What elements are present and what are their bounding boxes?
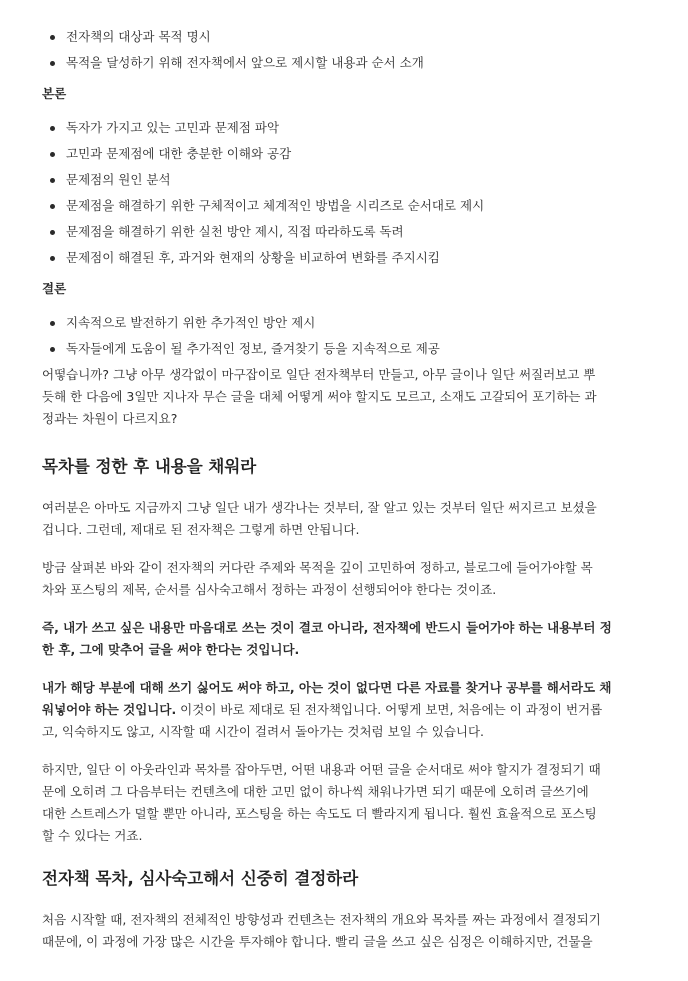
section1-paragraph-5 (42, 759, 648, 847)
bold-text: 워넣어야 하는 것입니다. (42, 702, 177, 717)
paragraph-line: 방금 살펴본 바와 같이 전자책의 커다란 주제와 목적을 깊이 고민하여 정하고, 블로그에 들어가야할 목 (42, 560, 593, 575)
list-item: 독자가 가지고 있는 고민과 문제점 파악 (42, 115, 648, 141)
conclusion-bullet-list (42, 310, 648, 362)
section2-paragraph-1 (42, 909, 648, 953)
paragraph-line: 문에 오히려 그 다음부터는 컨텐츠에 대한 고민 없이 하나씩 채워나가면 되기 때문에 오히려 글쓰기에 (42, 784, 589, 799)
list-item: 문제점이 해결된 후, 과거와 현재의 상황을 비교하여 변화를 주지시킴 (42, 245, 648, 271)
question-paragraph (42, 364, 648, 430)
list-item: 목적을 달성하기 위해 전자책에서 앞으로 제시할 내용과 순서 소개 (42, 50, 648, 76)
paragraph-line (42, 699, 648, 721)
section1-paragraph-2 (42, 557, 648, 601)
list-item: 독자들에게 도움이 될 추가적인 정보, 즐겨찾기 등을 지속적으로 제공 (42, 336, 648, 362)
paragraph-line: 겁니다. 그런데, 제대로 된 전자책은 그렇게 하면 안됩니다. (42, 522, 360, 537)
paragraph-line: 한 후, 그에 맞추어 글을 써야 한다는 것입니다. (42, 642, 300, 657)
list-item: 지속적으로 발전하기 위한 추가적인 방안 제시 (42, 310, 648, 336)
list-item: 문제점의 원인 분석 (42, 167, 648, 193)
plain-text: 이것이 바로 제대로 된 전자책입니다. 어떻게 보면, 처음에는 이 과정이 번거롭 (176, 702, 603, 717)
paragraph-line: 처음 시작할 때, 전자책의 전체적인 방향성과 컨텐츠는 전자책의 개요와 목차를 짜는 과정에서 결정되기 (42, 912, 601, 927)
section1-paragraph-1 (42, 497, 648, 541)
section1-paragraph-4 (42, 677, 648, 743)
body-bullet-list (42, 115, 648, 271)
conclusion-heading: 결론 (42, 281, 67, 296)
body-heading: 본론 (42, 86, 67, 101)
section-title: 목차를 정한 후 내용을 채워라 (42, 457, 257, 476)
intro-bullet-list (42, 24, 648, 76)
list-item: 고민과 문제점에 대한 충분한 이해와 공감 (42, 141, 648, 167)
section-title: 전자책 목차, 심사숙고해서 신중히 결정하라 (42, 869, 359, 888)
paragraph-line: 고, 익숙하지도 않고, 시작할 때 시간이 걸려서 돌아가는 것처럼 보일 수 있습니다. (42, 724, 485, 739)
paragraph-line: 듯해 한 다음에 3일만 지나자 무슨 글을 대체 어떻게 써야 할지도 모르고, 소재도 고갈되어 포기하는 과 (42, 389, 597, 404)
paragraph-line: 할 수 있다는 거죠. (42, 828, 143, 843)
section1-paragraph-3 (42, 617, 648, 661)
list-item: 전자책의 대상과 목적 명시 (42, 24, 648, 50)
paragraph-line: 즉, 내가 쓰고 싶은 내용만 마음대로 쓰는 것이 결코 아니라, 전자책에 반드시 들어가야 하는 내용부터 정 (42, 620, 612, 635)
paragraph-line: 차와 포스팅의 제목, 순서를 심사숙고해서 정하는 과정이 선행되어야 한다는 것이죠. (42, 582, 497, 597)
paragraph-line: 여러분은 아마도 지금까지 그냥 일단 내가 생각나는 것부터, 잘 알고 있는 것부터 일단 써지르고 보셨을 (42, 500, 597, 515)
list-item: 문제점을 해결하기 위한 실천 방안 제시, 직접 따라하도록 독려 (42, 219, 648, 245)
paragraph-line: 하지만, 일단 이 아웃라인과 목차를 잡아두면, 어떤 내용과 어떤 글을 순서대로 써야 할지가 결정되기 때 (42, 762, 601, 777)
paragraph-line: 때문에, 이 과정에 가장 많은 시간을 투자해야 합니다. 빨리 글을 쓰고 싶은 심정은 이해하지만, 건물을 (42, 934, 593, 949)
paragraph-line: 어떻습니까? 그냥 아무 생각없이 마구잡이로 일단 전자책부터 만들고, 아무 글이나 일단 써질러보고 뿌 (42, 367, 596, 382)
paragraph-line: 대한 스트레스가 덜할 뿐만 아니라, 포스팅을 하는 속도도 더 빨라지게 됩니다. 훨씬 효율적으로 포스팅 (42, 806, 597, 821)
paragraph-line: 정과는 차원이 다르지요? (42, 411, 178, 426)
list-item: 문제점을 해결하기 위한 구체적이고 체계적인 방법을 시리즈로 순서대로 제시 (42, 193, 648, 219)
paragraph-line: 내가 해당 부분에 대해 쓰기 싫어도 써야 하고, 아는 것이 없다면 다른 자료를 찾거나 공부를 해서라도 채 (42, 680, 612, 695)
